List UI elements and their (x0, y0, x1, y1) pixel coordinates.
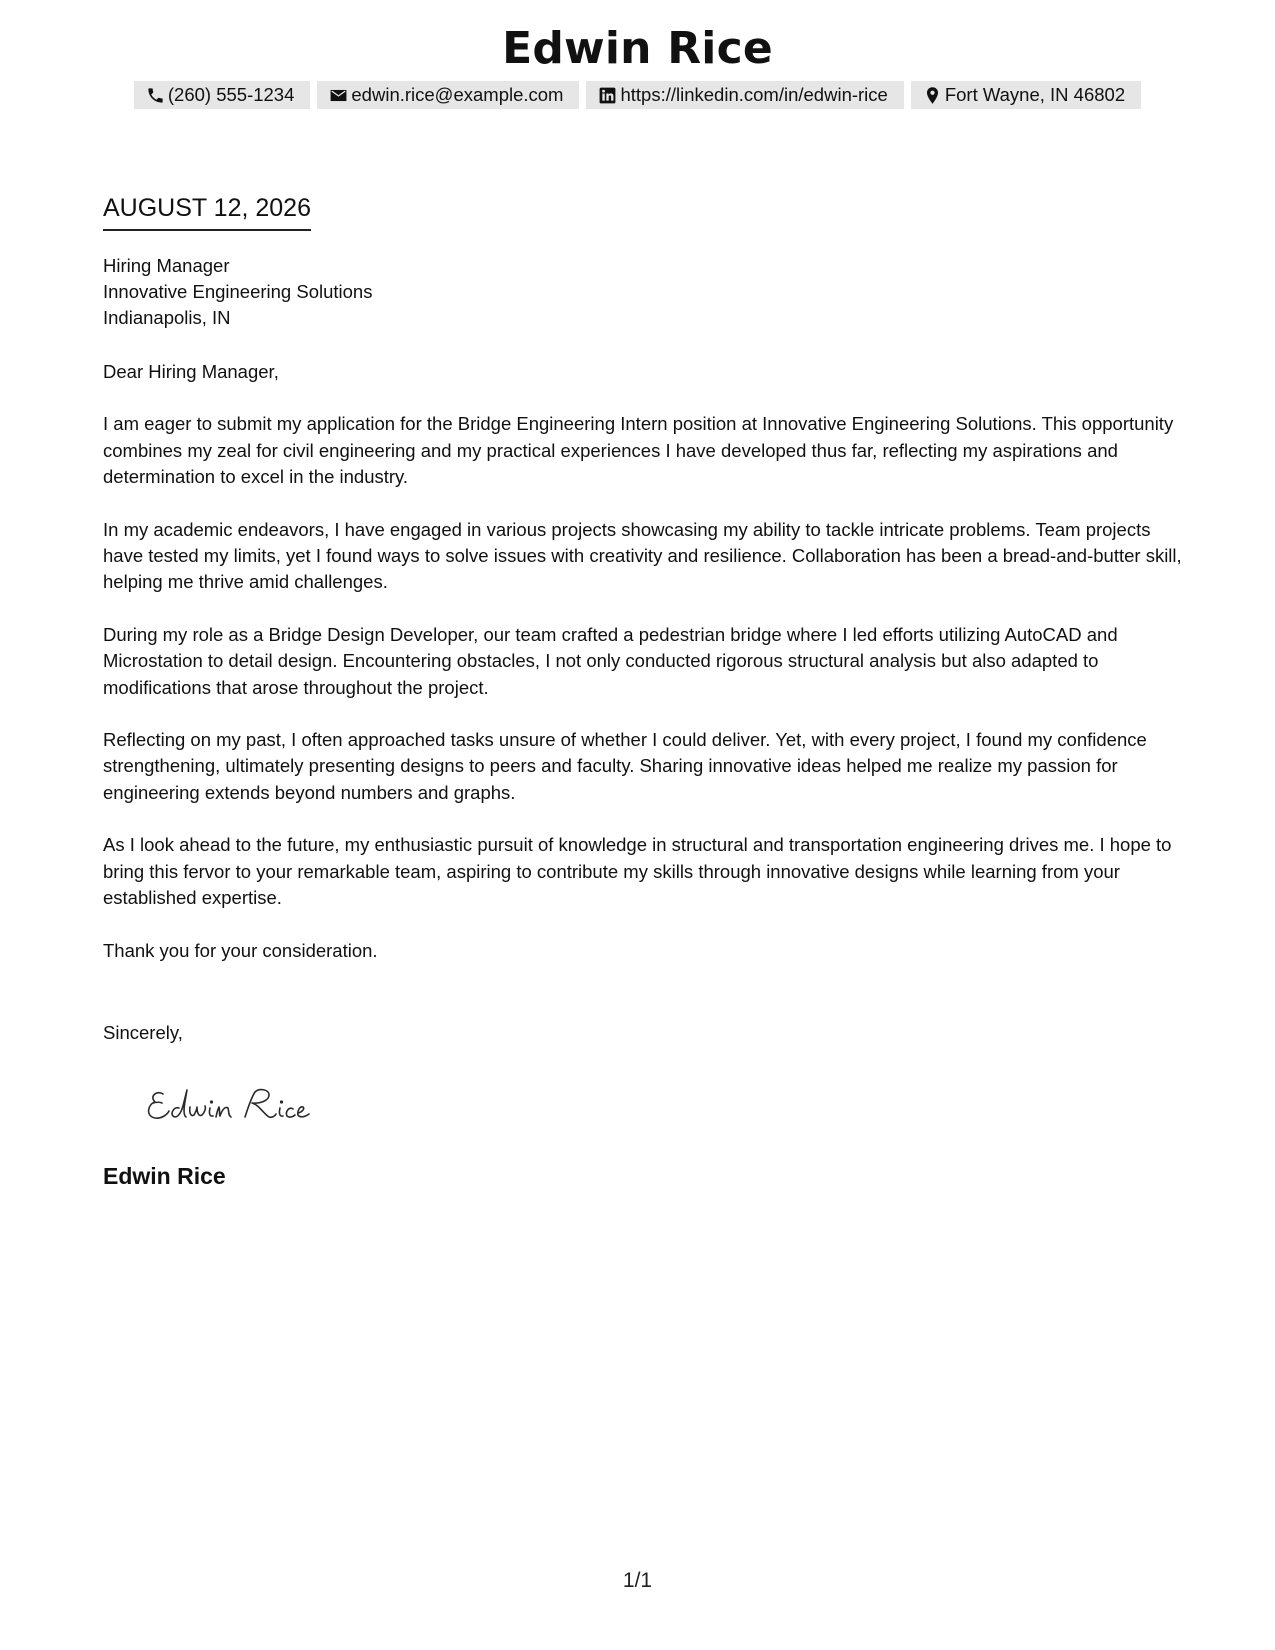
body-paragraph: As I look ahead to the future, my enthusiastic pursuit of knowledge in structural and transportation engineering drives me. I hope to bring this fervor to your remarkable team, aspiring to contribute my skills through innovative designs while learning from your established expertise. (103, 834, 1172, 909)
contact-location-text: Fort Wayne, IN 46802 (944, 84, 1126, 105)
contact-location[interactable] (911, 81, 1141, 109)
salutation: Dear Hiring Manager, (103, 361, 279, 382)
thank-you-line: Thank you for your consideration. (103, 939, 378, 961)
envelope-icon (329, 86, 348, 105)
contact-email[interactable] (317, 81, 579, 109)
map-pin-icon (923, 86, 942, 105)
recipient-title: Hiring Manager (103, 255, 230, 276)
letter-body (103, 359, 1183, 990)
recipient-company: Innovative Engineering Solutions (103, 281, 373, 302)
contact-phone[interactable] (134, 81, 311, 109)
body-paragraph: I am eager to submit my application for the Bridge Engineering Intern position at Innovative Engineering Solutions. This opportunity combines my zeal for civil engineering and my practical experiences I have developed thus far, reflecting my aspirations and determination to excel in the industry. (103, 413, 1174, 488)
contact-linkedin[interactable] (586, 81, 903, 109)
recipient-block (103, 253, 372, 331)
page-number: 1/1 (622, 1569, 653, 1592)
body-paragraph: Reflecting on my past, I often approached tasks unsure of whether I could deliver. Yet, with every project, I found my confidence strengthening, ultimately presenting designs to peers and faculty. Sharing innovative ideas helped me realize my passion for engineering extends beyond numbers and graphs. (103, 729, 1147, 803)
contact-email-text: edwin.rice@example.com (351, 84, 564, 105)
letter-date: AUGUST 12, 2026 (103, 192, 311, 231)
body-paragraph: During my role as a Bridge Design Developer, our team crafted a pedestrian bridge where I led efforts utilizing AutoCAD and Microstation to detail design. Encountering obstacles, I not only conducted rigorous structural analysis but also adapted to modifications that arose throughout the project. (103, 623, 1118, 698)
closing: Sincerely, (103, 1022, 183, 1043)
phone-icon (146, 86, 165, 105)
contact-linkedin-text: https://linkedin.com/in/edwin-rice (620, 84, 888, 105)
handwritten-signature (145, 1080, 325, 1130)
linkedin-icon (598, 86, 617, 105)
applicant-name-heading: Edwin Rice (502, 23, 773, 74)
recipient-location: Indianapolis, IN (103, 307, 231, 328)
contact-phone-text: (260) 555-1234 (167, 84, 295, 105)
contact-bar (0, 81, 1275, 109)
signed-name: Edwin Rice (103, 1163, 226, 1189)
body-paragraph: In my academic endeavors, I have engaged in various projects showcasing my ability to tackle intricate problems. Team projects have tested my limits, yet I found ways to solve issues with creativity and resilience. Collaboration has been a bread-and-butter skill, helping me thrive amid challenges. (103, 518, 1182, 593)
